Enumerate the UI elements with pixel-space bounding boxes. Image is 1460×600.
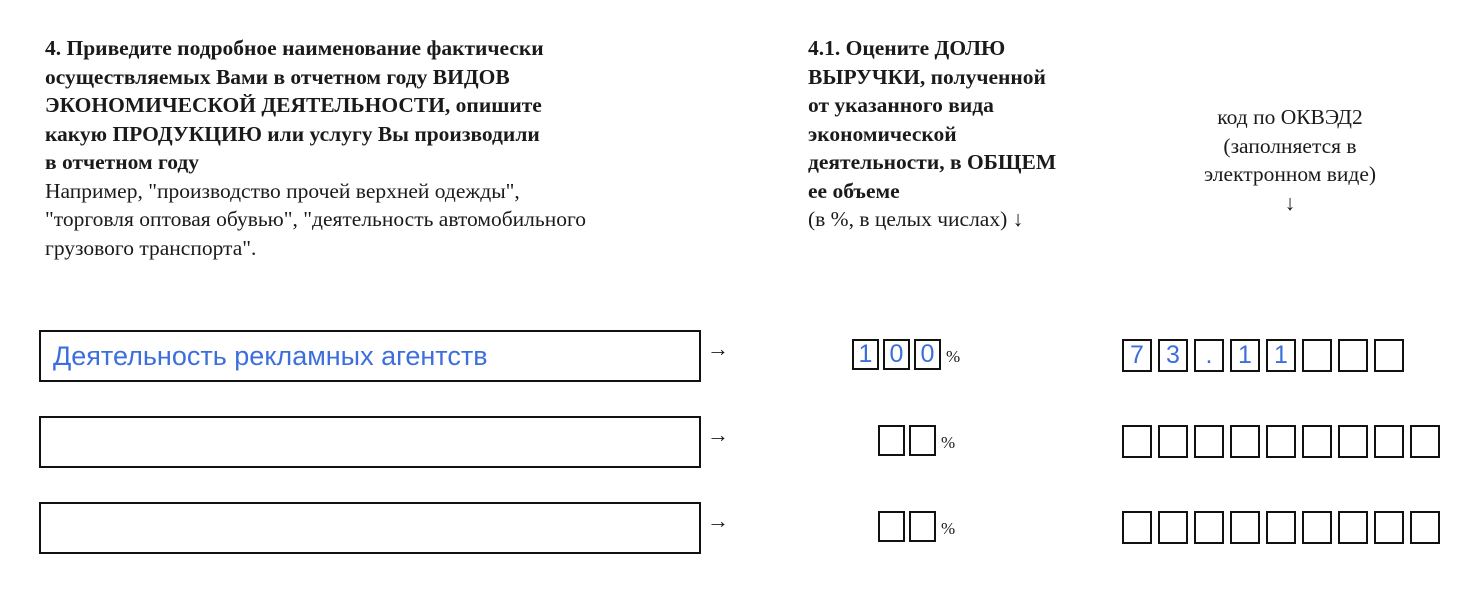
right-arrow-icon: → [707,422,729,447]
okved-digit-cell[interactable]: 1 [1266,339,1296,372]
question-4-text [45,34,745,262]
example-line: Например, "производство прочей верхней одежды", [45,178,520,203]
question-4-1-line: ВЫРУЧКИ, полученной [808,64,1046,89]
activity-name-input[interactable] [41,332,699,380]
right-arrow-icon: → [707,336,729,361]
okved-digit-cell[interactable]: . [1194,339,1224,372]
question-4-1-line: деятельности, в ОБЩЕМ [808,150,1057,174]
question-4-1-line: 4.1. Оцените ДОЛЮ [808,36,1006,60]
revenue-share-cells [878,511,955,542]
percent-digit-cell[interactable] [909,425,936,456]
okved-digit-cell[interactable] [1230,511,1260,544]
okved-code-cells [1122,511,1440,544]
okved-digit-cell[interactable] [1410,511,1440,544]
okved-digit-cell[interactable] [1374,511,1404,544]
okved-digit-cell[interactable] [1158,511,1188,544]
okved-line: код по ОКВЭД2 [1217,105,1363,129]
question-4-1-line: экономической [808,121,957,146]
activity-name-field[interactable] [39,330,701,382]
okved-digit-cell[interactable] [1302,339,1332,372]
okved-digit-cell[interactable] [1374,339,1404,372]
activity-name-field[interactable] [39,416,701,468]
percent-digit-cell[interactable] [878,511,905,542]
activity-name-field[interactable] [39,502,701,554]
okved-digit-cell[interactable] [1158,425,1188,458]
okved-digit-cell[interactable] [1302,511,1332,544]
percent-digit-cell[interactable]: 1 [852,339,879,370]
percent-digit-cell[interactable]: 0 [914,339,941,370]
okved-digit-cell[interactable] [1122,425,1152,458]
okved-digit-cell[interactable] [1338,339,1368,372]
question-4-line: осуществляемых Вами в отчетном году ВИДОВ [45,64,510,89]
okved-code-cells [1122,339,1404,372]
question-4-example [45,177,745,263]
question-4-title [45,34,745,177]
okved-header [1160,103,1420,217]
okved-digit-cell[interactable] [1302,425,1332,458]
question-4-line: какую ПРОДУКЦИЮ или услугу Вы производили [45,121,540,146]
okved-digit-cell[interactable] [1410,425,1440,458]
activity-name-input[interactable] [41,418,699,466]
revenue-share-cells [852,339,960,370]
okved-line: электронном виде) [1203,162,1377,186]
percent-sign: % [946,347,961,366]
okved-code-cells [1122,425,1440,458]
down-arrow-icon: ↓ [1284,190,1296,215]
percent-sign: % [941,519,956,538]
activity-row [0,330,1460,390]
question-4-line: в отчетном году [45,150,199,174]
percent-sign: % [941,433,956,452]
okved-line: (заполняется в [1223,133,1357,158]
okved-digit-cell[interactable] [1338,511,1368,544]
okved-digit-cell[interactable]: 1 [1230,339,1260,372]
okved-digit-cell[interactable]: 3 [1158,339,1188,372]
activity-row [0,416,1460,476]
example-line: "торговля оптовая обувью", "деятельность автомобильного [45,207,587,231]
okved-digit-cell[interactable] [1194,425,1224,458]
okved-digit-cell[interactable] [1194,511,1224,544]
activity-name-input[interactable] [41,504,699,552]
okved-digit-cell[interactable] [1266,511,1296,544]
question-4-1-text [808,34,1138,234]
right-arrow-icon: → [707,508,729,533]
okved-digit-cell[interactable]: 7 [1122,339,1152,372]
okved-digit-cell[interactable] [1266,425,1296,458]
question-4-1-note: (в %, в целых числах) ↓ [808,207,1024,231]
question-4-1-line: ее объеме [808,178,900,203]
revenue-share-cells [878,425,955,456]
question-4-line: ЭКОНОМИЧЕСКОЙ ДЕЯТЕЛЬНОСТИ, опишите [45,93,542,117]
question-4-1-line: от указанного вида [808,93,994,117]
okved-digit-cell[interactable] [1122,511,1152,544]
percent-digit-cell[interactable] [909,511,936,542]
activity-row [0,502,1460,562]
question-4-line: 4. Приведите подробное наименование фактически [45,36,544,60]
okved-digit-cell[interactable] [1230,425,1260,458]
okved-digit-cell[interactable] [1338,425,1368,458]
okved-digit-cell[interactable] [1374,425,1404,458]
example-line: грузового транспорта". [45,235,257,260]
percent-digit-cell[interactable] [878,425,905,456]
percent-digit-cell[interactable]: 0 [883,339,910,370]
